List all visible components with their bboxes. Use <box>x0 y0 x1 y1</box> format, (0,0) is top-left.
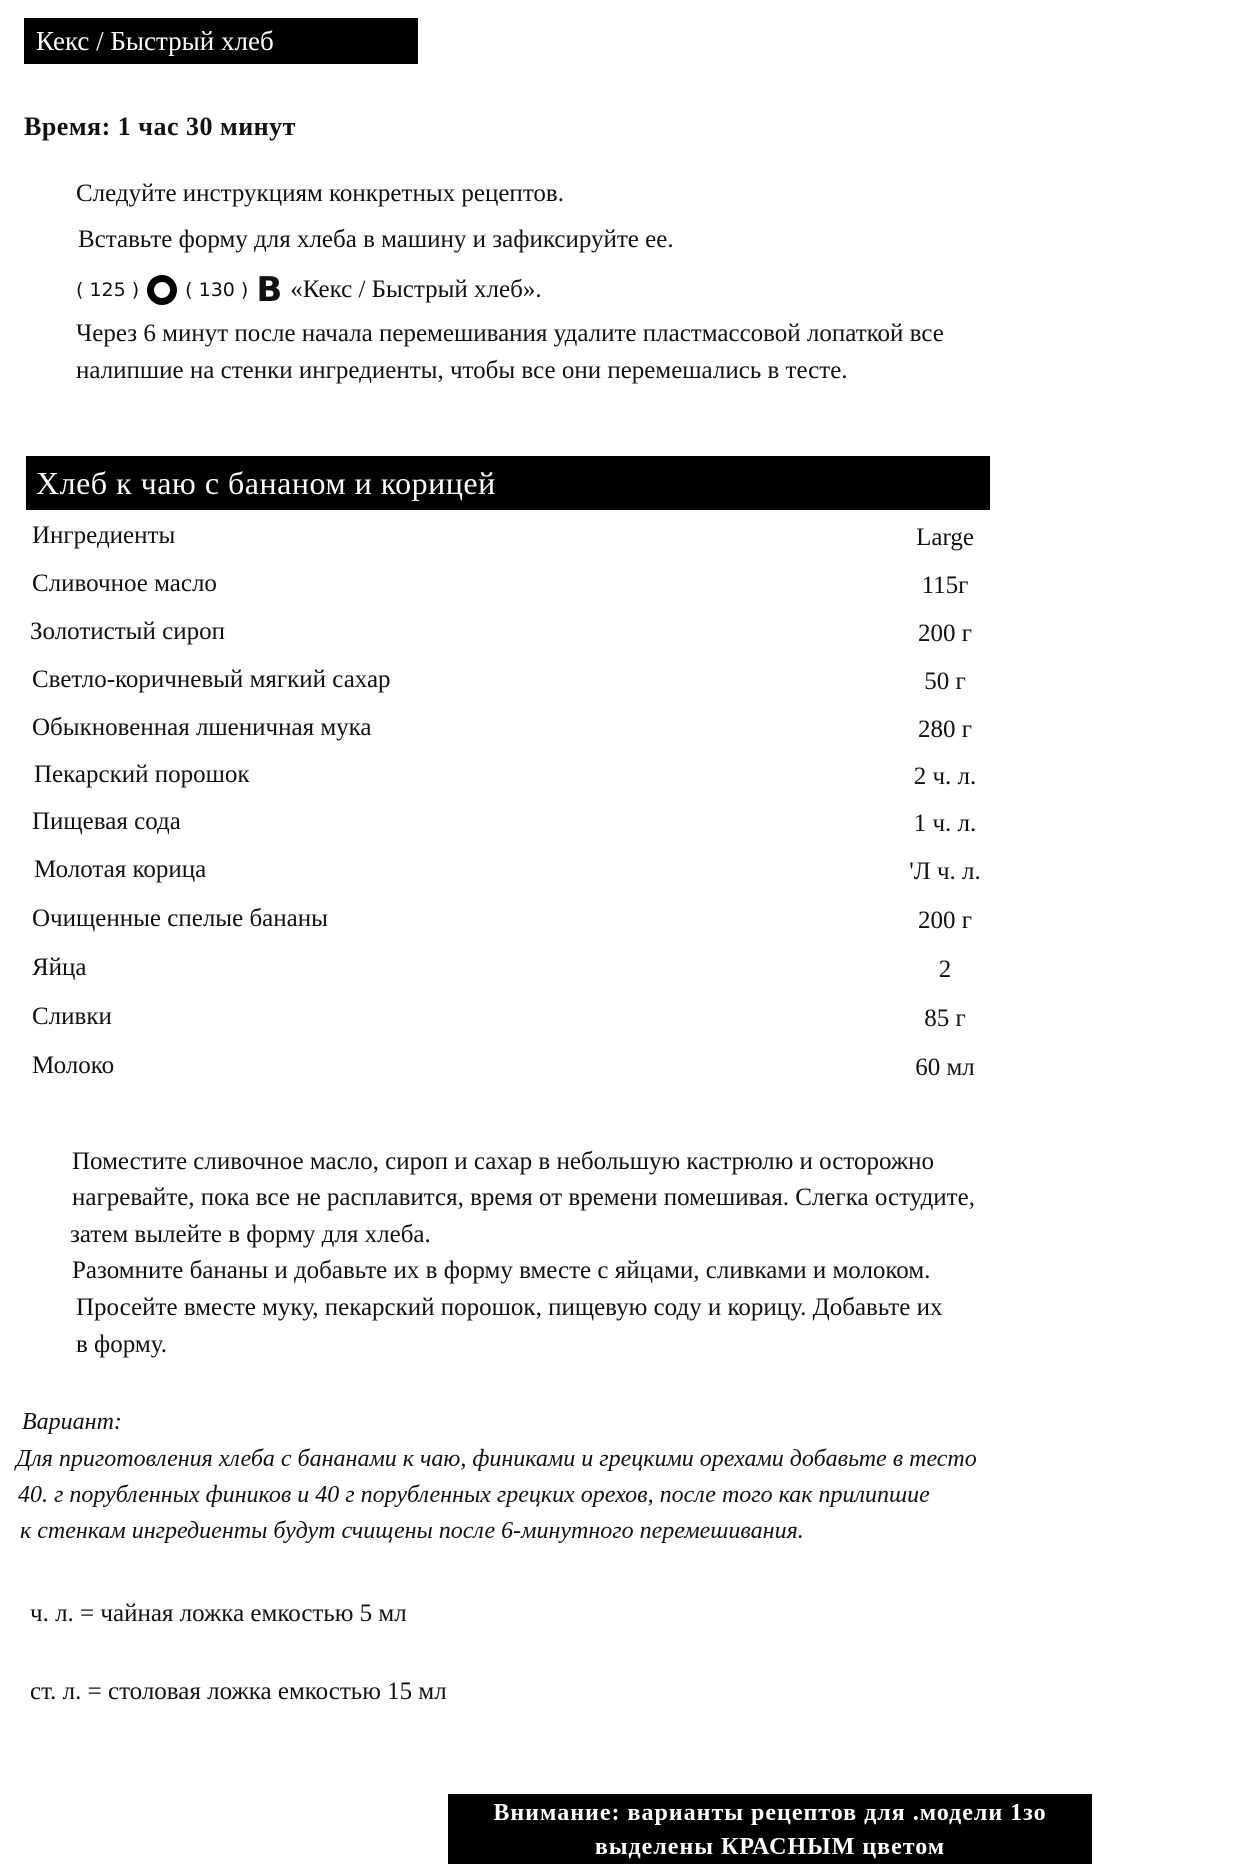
instruction-line-1: Следуйте инструкциям конкретных рецептов. <box>76 180 564 207</box>
ingredient-qty: 2 <box>938 956 952 983</box>
step-program-name: «Кекс / Быстрый хлеб». <box>290 276 542 303</box>
recipe-title-bar <box>26 456 990 510</box>
method-line-3: затем вылейте в форму для хлеба. <box>70 1221 431 1248</box>
variant-line-1: Для приготовления хлеба с бананами к чаю, финиками и грецкими орехами добавьте в тесто <box>16 1446 977 1472</box>
ingredient-name: Яйца <box>32 954 87 981</box>
warning-line-1: Внимание: варианты рецептов для .модели 1зо <box>493 1800 1047 1826</box>
ingredient-qty: 'Л ч. л. <box>909 858 981 885</box>
ingredient-name: Пищевая сода <box>32 808 181 835</box>
ingredient-name: Светло-коричневый мягкий сахар <box>32 666 391 693</box>
method-line-6: в форму. <box>76 1331 167 1358</box>
ingredient-qty: 200 г <box>917 907 972 934</box>
step-ref-1: ( 125 ) <box>76 279 140 301</box>
ingredients-header: Ингредиенты <box>32 522 176 549</box>
recipe-title: Хлеб к чаю с бананом и корицей <box>36 465 496 501</box>
ingredient-qty: 50 г <box>924 668 966 695</box>
tbsp-note: ст. л. = столовая ложка емкостью 15 мл <box>30 1678 447 1705</box>
ingredient-qty: 200 г <box>917 620 972 647</box>
select-button-icon <box>147 275 177 305</box>
instruction-line-4b: налипшие на стенки ингредиенты, чтобы все они перемешались в тесте. <box>76 357 848 384</box>
ingredient-qty: 280 г <box>917 716 972 743</box>
tsp-note: ч. л. = чайная ложка емкостью 5 мл <box>30 1600 407 1627</box>
variant-line-3: к стенкам ингредиенты будут счищены после 6-минутного перемешивания. <box>20 1518 804 1544</box>
method-line-2: нагревайте, пока все не расплавится, время от времени помешивая. Слегка остудите, <box>72 1184 975 1211</box>
method-line-1: Поместите сливочное масло, сироп и сахар в небольшую кастрюлю и осторожно <box>72 1148 934 1175</box>
warning-line-2: выделены КРАСНЫМ цветом <box>594 1834 946 1860</box>
ingredient-name: Молотая корица <box>34 856 207 883</box>
variant-line-2: 40. г порубленных фиников и 40 г порубленных грецких орехов, после того как прилипшие <box>18 1482 930 1508</box>
ingredient-name: Молоко <box>32 1052 115 1079</box>
ingredient-qty: 2 ч. л. <box>913 763 977 790</box>
ingredient-name: Сливки <box>32 1003 112 1030</box>
ingredient-qty: 115г <box>921 572 969 599</box>
ingredient-qty: 1 ч. л. <box>913 810 977 837</box>
cooking-time: Время: 1 час 30 минут <box>24 112 296 141</box>
method-line-4: Разомните бананы и добавьте их в форму вместе с яйцами, сливками и молоком. <box>72 1257 931 1284</box>
step-ref-2: ( 130 ) <box>185 279 249 301</box>
size-header: Large <box>916 524 974 551</box>
ingredient-name: Очищенные спелые бананы <box>32 905 328 932</box>
program-title: Кекс / Быстрый хлеб <box>36 26 274 56</box>
ingredient-name: Пекарский порошок <box>34 761 250 788</box>
ingredient-qty: 60 мл <box>915 1054 975 1081</box>
program-title-bar <box>24 18 418 64</box>
instruction-line-2: Вставьте форму для хлеба в машину и зафиксируйте ее. <box>78 226 674 253</box>
ingredient-name: Золотистый сироп <box>30 618 225 645</box>
method-line-5: Просейте вместе муку, пекарский порошок, пищевую соду и корицу. Добавьте их <box>76 1294 943 1321</box>
ingredient-name: Обыкновенная лшеничная мука <box>32 714 372 741</box>
variant-label: Вариант: <box>22 1409 122 1435</box>
warning-box <box>448 1794 1092 1864</box>
program-select-step <box>76 270 542 310</box>
instruction-line-4a: Через 6 минут после начала перемешивания удалите пластмассовой лопаткой все <box>76 320 944 347</box>
ingredient-qty: 85 г <box>924 1005 966 1032</box>
program-letter: B <box>256 270 283 310</box>
ingredient-name: Сливочное масло <box>32 570 217 597</box>
